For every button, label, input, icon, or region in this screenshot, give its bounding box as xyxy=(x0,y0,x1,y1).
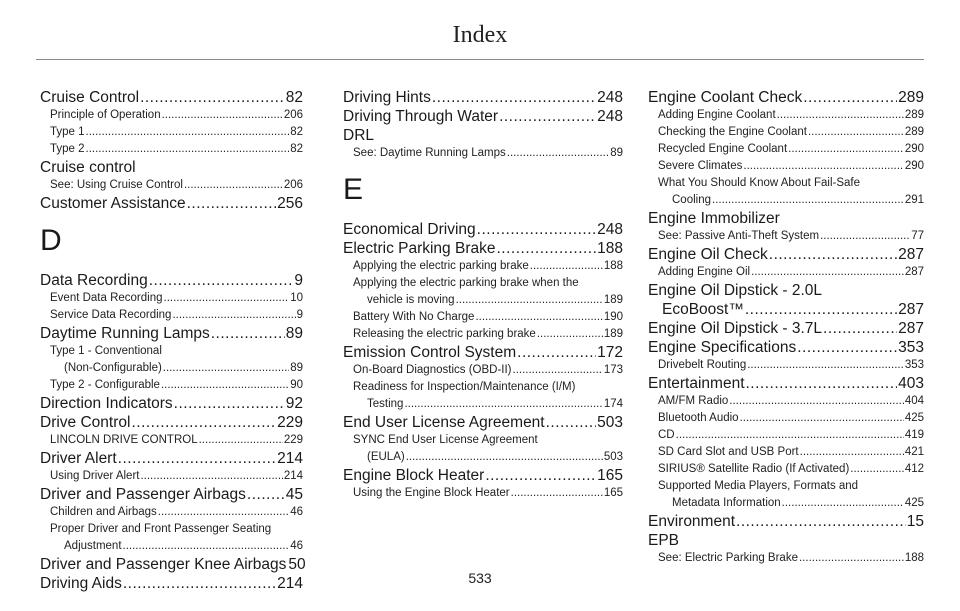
index-entry[interactable] xyxy=(40,449,303,468)
entry-text: SYNC End User License Agreement xyxy=(353,434,538,446)
entry-page-number[interactable]: 425 xyxy=(904,497,924,509)
dot-leader xyxy=(729,393,904,410)
entry-text: Driver and Passenger Airbags xyxy=(40,486,246,503)
index-entry[interactable] xyxy=(648,281,924,300)
page-number: 533 xyxy=(468,570,492,586)
entry-text: SIRIUS® Satellite Radio (If Activated) xyxy=(658,463,850,475)
dot-leader xyxy=(530,258,603,275)
entry-text: Adjustment xyxy=(64,540,122,552)
entry-text: Severe Climates xyxy=(658,160,743,172)
dot-leader xyxy=(499,107,596,126)
entry-page-number[interactable]: 189 xyxy=(603,294,623,306)
dot-leader xyxy=(172,307,295,324)
entry-page-number[interactable]: 89 xyxy=(290,362,303,374)
entry-text: Checking the Engine Coolant xyxy=(658,126,807,138)
dot-leader xyxy=(850,461,904,478)
entry-text: Type 1 - Conventional xyxy=(50,345,162,357)
entry-text: Data Recording xyxy=(40,272,148,289)
entry-text: Adding Engine Oil xyxy=(658,266,751,278)
entry-page-number[interactable]: 15 xyxy=(906,513,924,530)
index-entry[interactable] xyxy=(648,245,924,264)
dot-leader xyxy=(788,141,904,158)
entry-text: Service Data Recording xyxy=(50,309,172,321)
entry-text: Testing xyxy=(367,398,404,410)
index-subentry[interactable] xyxy=(40,432,303,449)
index-subentry-continuation[interactable] xyxy=(40,360,303,377)
entry-page-number[interactable]: 89 xyxy=(610,147,623,159)
index-subentry[interactable] xyxy=(40,124,303,141)
entry-page-number[interactable]: 248 xyxy=(597,89,623,106)
entry-text: Cooling xyxy=(672,194,711,206)
entry-text: Proper Driver and Front Passenger Seating xyxy=(50,523,272,535)
dot-leader xyxy=(86,141,290,158)
index-subentry[interactable] xyxy=(648,264,924,281)
dot-leader xyxy=(736,512,906,531)
index-entry[interactable] xyxy=(40,194,303,213)
entry-page-number[interactable]: 287 xyxy=(898,246,924,263)
entry-page-number[interactable]: 419 xyxy=(904,429,924,441)
dot-leader xyxy=(823,319,897,338)
entry-text: Using the Engine Block Heater xyxy=(353,487,510,499)
index-subentry[interactable] xyxy=(648,124,924,141)
dot-leader xyxy=(123,538,290,555)
dot-leader xyxy=(820,228,910,245)
entry-page-number[interactable]: 90 xyxy=(290,379,303,391)
entry-text: Customer Assistance xyxy=(40,195,186,212)
index-subentry[interactable] xyxy=(343,275,623,292)
dot-leader xyxy=(161,377,289,394)
dot-leader xyxy=(162,107,283,124)
index-subentry[interactable] xyxy=(343,309,623,326)
index-subentry-continuation[interactable] xyxy=(343,396,623,413)
entry-text: What You Should Know About Fail-Safe xyxy=(658,177,861,189)
dot-leader xyxy=(746,374,898,393)
entry-text: SD Card Slot and USB Port xyxy=(658,446,799,458)
dot-leader xyxy=(517,343,596,362)
entry-text: Using Driver Alert xyxy=(50,470,140,482)
entry-page-number[interactable]: 503 xyxy=(597,414,623,431)
entry-text: Engine Block Heater xyxy=(343,467,485,484)
dot-leader xyxy=(475,309,602,326)
entry-page-number[interactable]: 289 xyxy=(904,126,924,138)
index-subentry[interactable] xyxy=(648,158,924,175)
index-entry[interactable] xyxy=(343,220,623,239)
dot-leader xyxy=(164,290,290,307)
entry-text: LINCOLN DRIVE CONTROL xyxy=(50,434,198,446)
entry-page-number[interactable]: 403 xyxy=(898,375,924,392)
entry-text: Drivebelt Routing xyxy=(658,359,747,371)
dot-leader xyxy=(800,444,904,461)
dot-leader xyxy=(743,158,903,175)
index-subentry[interactable] xyxy=(40,468,303,485)
entry-text: Driving Through Water xyxy=(343,108,499,125)
entry-text: Children and Airbags xyxy=(50,506,157,518)
entry-page-number[interactable]: 503 xyxy=(603,451,623,463)
index-subentry-continuation[interactable] xyxy=(40,538,303,555)
index-subentry-continuation[interactable] xyxy=(648,495,924,512)
entry-text: Engine Immobilizer xyxy=(648,210,780,227)
entry-page-number[interactable]: 189 xyxy=(603,328,623,340)
dot-leader xyxy=(432,88,596,107)
index-subentry[interactable] xyxy=(648,550,924,567)
entry-page-number[interactable]: 188 xyxy=(597,240,623,257)
index-subentry[interactable] xyxy=(40,504,303,521)
dot-leader xyxy=(769,245,897,264)
entry-page-number[interactable]: 248 xyxy=(597,221,623,238)
entry-page-number[interactable]: 353 xyxy=(904,359,924,371)
entry-text: Engine Oil Dipstick - 2.0L xyxy=(648,282,823,299)
index-subentry[interactable] xyxy=(648,175,924,192)
index-subentry[interactable] xyxy=(343,145,623,162)
index-entry[interactable] xyxy=(343,88,623,107)
index-subentry[interactable] xyxy=(648,141,924,158)
dot-leader xyxy=(797,338,897,357)
dot-leader xyxy=(676,427,904,444)
entry-text: Engine Specifications xyxy=(648,339,797,356)
entry-text: Driving Aids xyxy=(40,575,122,592)
entry-page-number[interactable]: 190 xyxy=(603,311,623,323)
index-entry[interactable] xyxy=(343,107,623,126)
entry-page-number[interactable]: 172 xyxy=(597,344,623,361)
entry-text: Engine Coolant Check xyxy=(648,89,803,106)
dot-leader xyxy=(456,292,603,309)
index-subentry[interactable] xyxy=(648,427,924,444)
index-entry[interactable] xyxy=(343,126,623,145)
dot-leader xyxy=(808,124,904,141)
index-entry[interactable] xyxy=(40,271,303,290)
index-subentry[interactable] xyxy=(648,478,924,495)
index-subentry[interactable] xyxy=(343,258,623,275)
entry-page-number[interactable]: 165 xyxy=(597,467,623,484)
index-entry[interactable] xyxy=(648,209,924,228)
entry-page-number[interactable]: 290 xyxy=(904,143,924,155)
dot-leader xyxy=(511,485,603,502)
entry-text: Driving Hints xyxy=(343,89,431,106)
entry-text: See: Electric Parking Brake xyxy=(658,552,798,564)
index-column-3 xyxy=(648,88,924,567)
dot-leader xyxy=(199,432,283,449)
index-entry[interactable] xyxy=(40,394,303,413)
index-entry[interactable] xyxy=(40,158,303,177)
section-letter: E xyxy=(343,173,364,206)
index-subentry[interactable] xyxy=(648,357,924,374)
entry-text: Type 2 - Configurable xyxy=(50,379,160,391)
index-entry[interactable] xyxy=(40,413,303,432)
entry-page-number[interactable]: 248 xyxy=(597,108,623,125)
entry-text: See: Passive Anti-Theft System xyxy=(658,230,820,242)
entry-text: Cruise control xyxy=(40,159,136,176)
index-subentry[interactable] xyxy=(648,393,924,410)
dot-leader xyxy=(406,449,603,466)
dot-leader xyxy=(751,264,904,281)
entry-text: Readiness for Inspection/Maintenance (I/M) xyxy=(353,381,576,393)
index-entry[interactable] xyxy=(648,374,924,393)
index-subentry[interactable] xyxy=(40,343,303,360)
index-entry[interactable] xyxy=(40,485,303,504)
index-subentry[interactable] xyxy=(648,410,924,427)
dot-leader xyxy=(86,124,290,141)
entry-text: Event Data Recording xyxy=(50,292,163,304)
entry-page-number[interactable]: 206 xyxy=(283,179,303,191)
entry-text: Releasing the electric parking brake xyxy=(353,328,536,340)
entry-text: Adding Engine Coolant xyxy=(658,109,776,121)
dot-leader xyxy=(187,194,277,213)
entry-text: Applying the electric parking brake xyxy=(353,260,529,272)
entry-text: EcoBoost™ xyxy=(662,301,744,318)
index-subentry-continuation[interactable] xyxy=(343,292,623,309)
entry-page-number[interactable]: 287 xyxy=(898,320,924,337)
dot-leader xyxy=(404,396,602,413)
entry-page-number[interactable]: 9 xyxy=(296,309,303,321)
entry-page-number[interactable]: 229 xyxy=(277,414,303,431)
entry-text: Type 2 xyxy=(50,143,85,155)
entry-page-number[interactable]: 287 xyxy=(904,266,924,278)
index-entry[interactable] xyxy=(648,512,924,531)
index-column-1 xyxy=(40,88,306,593)
index-subentry[interactable] xyxy=(40,377,303,394)
dot-leader xyxy=(211,324,285,343)
entry-page-number[interactable]: 291 xyxy=(904,194,924,206)
dot-leader xyxy=(140,88,285,107)
index-entry[interactable] xyxy=(648,88,924,107)
entry-text: Emission Control System xyxy=(343,344,517,361)
index-subentry[interactable] xyxy=(343,379,623,396)
entry-page-number[interactable]: 206 xyxy=(283,109,303,121)
entry-page-number[interactable]: 9 xyxy=(294,272,303,289)
dot-leader xyxy=(513,362,603,379)
index-subentry[interactable] xyxy=(648,228,924,245)
entry-page-number[interactable]: 421 xyxy=(904,446,924,458)
entry-page-number[interactable]: 188 xyxy=(603,260,623,272)
dot-leader xyxy=(745,300,897,319)
entry-page-number[interactable]: 404 xyxy=(904,395,924,407)
index-entry-continuation[interactable] xyxy=(648,300,924,319)
index-subentry[interactable] xyxy=(40,107,303,124)
entry-text: See: Daytime Running Lamps xyxy=(353,147,506,159)
entry-text: End User License Agreement xyxy=(343,414,545,431)
dot-leader xyxy=(777,107,904,124)
page-title: Index xyxy=(452,22,508,48)
entry-text: On-Board Diagnostics (OBD-II) xyxy=(353,364,512,376)
index-entry[interactable] xyxy=(648,319,924,338)
entry-text: Entertainment xyxy=(648,375,745,392)
dot-leader xyxy=(131,413,276,432)
entry-text: Supported Media Players, Formats and xyxy=(658,480,859,492)
entry-text: Battery With No Charge xyxy=(353,311,475,323)
entry-text: AM/FM Radio xyxy=(658,395,729,407)
dot-leader xyxy=(799,550,904,567)
entry-page-number[interactable]: 82 xyxy=(290,143,303,155)
index-subentry[interactable] xyxy=(343,362,623,379)
entry-page-number[interactable]: 353 xyxy=(898,339,924,356)
dot-leader xyxy=(247,485,285,504)
entry-page-number[interactable]: 92 xyxy=(285,395,303,412)
section-letter: D xyxy=(40,224,62,257)
index-subentry[interactable] xyxy=(40,521,303,538)
dot-leader xyxy=(803,88,897,107)
dot-leader xyxy=(740,410,904,427)
index-entry[interactable] xyxy=(343,343,623,362)
dot-leader xyxy=(712,192,904,209)
entry-text: Electric Parking Brake xyxy=(343,240,496,257)
entry-page-number[interactable]: 45 xyxy=(285,486,303,503)
entry-text: Drive Control xyxy=(40,414,131,431)
index-subentry[interactable] xyxy=(343,432,623,449)
dot-leader xyxy=(507,145,609,162)
entry-text: Recycled Engine Coolant xyxy=(658,143,788,155)
index-entry[interactable] xyxy=(648,338,924,357)
index-subentry[interactable] xyxy=(40,141,303,158)
entry-page-number[interactable]: 173 xyxy=(603,364,623,376)
entry-page-number[interactable]: 214 xyxy=(277,450,303,467)
entry-page-number[interactable]: 10 xyxy=(290,292,303,304)
entry-text: Engine Oil Dipstick - 3.7L xyxy=(648,320,823,337)
dot-leader xyxy=(747,357,904,374)
index-entry[interactable] xyxy=(40,324,303,343)
dot-leader xyxy=(485,466,596,485)
entry-text: DRL xyxy=(343,127,375,144)
index-subentry-continuation[interactable] xyxy=(648,192,924,209)
entry-text: (Non-Configurable) xyxy=(64,362,162,374)
entry-page-number[interactable]: 82 xyxy=(285,89,303,106)
dot-leader xyxy=(477,220,596,239)
entry-page-number[interactable]: 256 xyxy=(277,195,303,212)
entry-page-number[interactable]: 289 xyxy=(904,109,924,121)
dot-leader xyxy=(158,504,289,521)
index-subentry[interactable] xyxy=(648,461,924,478)
entry-text: Type 1 xyxy=(50,126,85,138)
entry-text: EPB xyxy=(648,532,680,549)
entry-text: Engine Oil Check xyxy=(648,246,768,263)
entry-text: Principle of Operation xyxy=(50,109,161,121)
entry-text: See: Using Cruise Control xyxy=(50,179,183,191)
title-divider xyxy=(36,59,924,60)
entry-page-number[interactable]: 214 xyxy=(283,470,303,482)
dot-leader xyxy=(782,495,904,512)
entry-page-number[interactable]: 46 xyxy=(290,506,303,518)
entry-page-number[interactable]: 290 xyxy=(904,160,924,172)
index-subentry[interactable] xyxy=(40,177,303,194)
index-entry[interactable] xyxy=(343,413,623,432)
entry-page-number[interactable]: 188 xyxy=(904,552,924,564)
index-subentry[interactable] xyxy=(40,307,303,324)
entry-text: Driver Alert xyxy=(40,450,117,467)
entry-text: Metadata Information xyxy=(672,497,781,509)
dot-leader xyxy=(163,360,289,377)
entry-text: Daytime Running Lamps xyxy=(40,325,210,342)
entry-page-number[interactable]: 89 xyxy=(285,325,303,342)
entry-text: (EULA) xyxy=(367,451,405,463)
entry-page-number[interactable]: 412 xyxy=(904,463,924,475)
entry-page-number[interactable]: 82 xyxy=(290,126,303,138)
index-subentry[interactable] xyxy=(40,290,303,307)
index-subentry[interactable] xyxy=(343,326,623,343)
entry-text: Environment xyxy=(648,513,736,530)
index-subentry-continuation[interactable] xyxy=(343,449,623,466)
dot-leader xyxy=(118,449,276,468)
entry-page-number[interactable]: 50 xyxy=(288,556,306,573)
entry-text: vehicle is moving xyxy=(367,294,455,306)
dot-leader xyxy=(546,413,597,432)
entry-page-number[interactable]: 46 xyxy=(290,540,303,552)
dot-leader xyxy=(496,239,596,258)
entry-page-number[interactable]: 77 xyxy=(911,230,924,242)
dot-leader xyxy=(537,326,603,343)
entry-text: Applying the electric parking brake when the xyxy=(353,277,579,289)
index-entry[interactable] xyxy=(648,531,924,550)
index-column-2 xyxy=(343,88,623,502)
dot-leader xyxy=(174,394,285,413)
index-subentry[interactable] xyxy=(648,107,924,124)
index-subentry[interactable] xyxy=(648,444,924,461)
entry-text: CD xyxy=(658,429,675,441)
entry-page-number[interactable]: 289 xyxy=(898,89,924,106)
dot-leader xyxy=(149,271,294,290)
entry-text: Cruise Control xyxy=(40,89,140,106)
index-entry[interactable] xyxy=(40,88,303,107)
dot-leader xyxy=(184,177,283,194)
entry-page-number[interactable]: 229 xyxy=(283,434,303,446)
entry-page-number[interactable]: 425 xyxy=(904,412,924,424)
index-entry[interactable] xyxy=(343,239,623,258)
entry-text: Driver and Passenger Knee Airbags xyxy=(40,556,287,573)
dot-leader xyxy=(140,468,282,485)
entry-page-number[interactable]: 165 xyxy=(603,487,623,499)
index-entry[interactable] xyxy=(343,466,623,485)
entry-page-number[interactable]: 174 xyxy=(603,398,623,410)
entry-page-number[interactable]: 214 xyxy=(277,575,303,592)
entry-text: Economical Driving xyxy=(343,221,476,238)
entry-text: Bluetooth Audio xyxy=(658,412,739,424)
entry-page-number[interactable]: 287 xyxy=(898,301,924,318)
index-subentry[interactable] xyxy=(343,485,623,502)
entry-text: Direction Indicators xyxy=(40,395,173,412)
